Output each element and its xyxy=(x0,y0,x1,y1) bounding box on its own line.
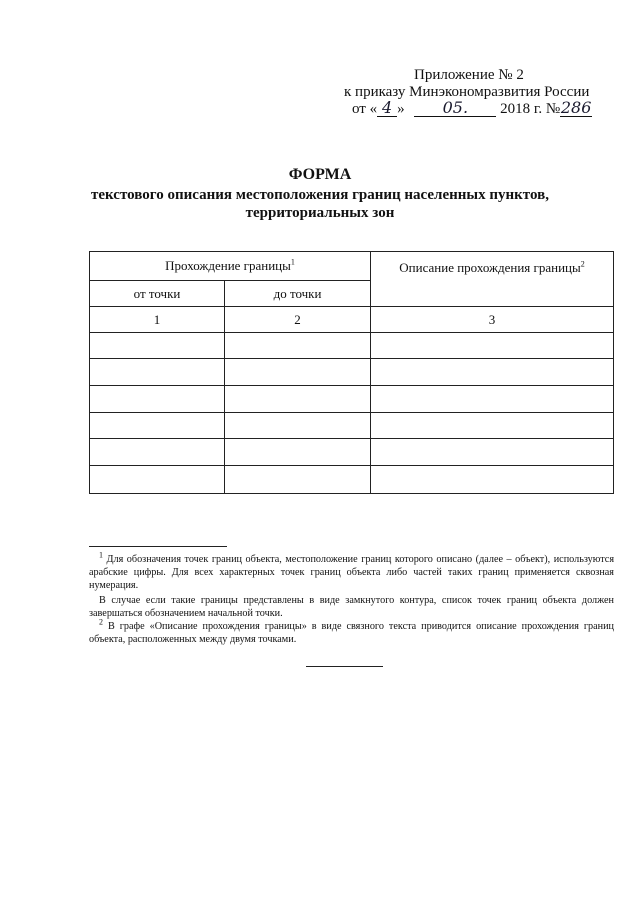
form-subtitle-line-1: текстового описания местоположения границ населенных пунктов, xyxy=(91,187,549,203)
header-boundary-passage: Прохождение границы$^1$ xyxy=(90,252,371,281)
table-cell[interactable] xyxy=(371,413,614,439)
table-cell[interactable] xyxy=(371,386,614,413)
table-numbering-row xyxy=(90,307,614,333)
boundary-description-table xyxy=(89,251,614,494)
footnote-1-continuation: В случае если такие границы представлены в виде замкнутого контура, список точек границ объекта должен завершаться обозначением начальной точки. xyxy=(89,595,614,619)
column-number-2: 2 xyxy=(225,307,371,333)
table-cell[interactable] xyxy=(90,359,225,386)
table-cell[interactable] xyxy=(90,413,225,439)
table-cell[interactable] xyxy=(371,466,614,494)
table-cell[interactable] xyxy=(225,439,371,466)
footnote-1: $^1$ Для обозначения точек границ объекта, местоположение границ которого описано (далее – объект), используются арабские цифры. Для всех характерных точек границ объекта либо частей таких границ применяется сквозная нумерация. xyxy=(89,550,615,591)
table-cell[interactable] xyxy=(225,386,371,413)
table-cell[interactable] xyxy=(90,386,225,413)
order-date-line xyxy=(352,100,592,118)
footnote-ref-1: 1 xyxy=(290,257,295,267)
appendix-label: Приложение № 2 xyxy=(414,67,524,83)
table-cell[interactable] xyxy=(225,466,371,494)
footnote-1-mark: 1 xyxy=(99,550,103,560)
table-row xyxy=(90,413,614,439)
table-cell[interactable] xyxy=(90,439,225,466)
table-row xyxy=(90,386,614,413)
date-day-close: » xyxy=(397,101,405,117)
date-year: 2018 г. № xyxy=(500,101,561,117)
header-boundary-description: Описание прохождения границы$^2$ xyxy=(371,252,614,307)
order-number: 286 xyxy=(560,98,592,117)
table-cell[interactable] xyxy=(90,466,225,494)
date-prefix: от « xyxy=(352,101,378,117)
date-month: 05. xyxy=(414,100,496,117)
order-reference: к приказу Минэкономразвития России xyxy=(344,84,590,100)
column-number-1: 1 xyxy=(90,307,225,333)
footnotes xyxy=(89,550,615,646)
table-cell[interactable] xyxy=(371,359,614,386)
footnote-separator xyxy=(89,546,227,547)
table-cell[interactable] xyxy=(225,413,371,439)
header-to-point: до точки xyxy=(225,281,371,307)
table-row xyxy=(90,359,614,386)
table-cell[interactable] xyxy=(225,359,371,386)
table-row xyxy=(90,439,614,466)
table-row xyxy=(90,333,614,359)
form-title: ФОРМА xyxy=(288,166,352,183)
closing-line xyxy=(306,666,383,667)
column-number-3: 3 xyxy=(371,307,614,333)
footnote-ref-2: 2 xyxy=(580,259,585,269)
table-row xyxy=(90,466,614,494)
footnote-2: $^2$ В графе «Описание прохождения границы» в виде связного текста приводится описание прохождения границ объекта, расположенных между двумя точками. xyxy=(89,617,615,645)
date-day: 4 xyxy=(377,100,397,117)
table-cell[interactable] xyxy=(90,333,225,359)
table-cell[interactable] xyxy=(371,333,614,359)
table-header-row xyxy=(90,252,614,281)
table-cell[interactable] xyxy=(225,333,371,359)
form-subtitle-line-2: территориальных зон xyxy=(245,205,395,221)
table-cell[interactable] xyxy=(371,439,614,466)
header-from-point: от точки xyxy=(90,281,225,307)
footnote-2-mark: 2 xyxy=(99,617,103,627)
